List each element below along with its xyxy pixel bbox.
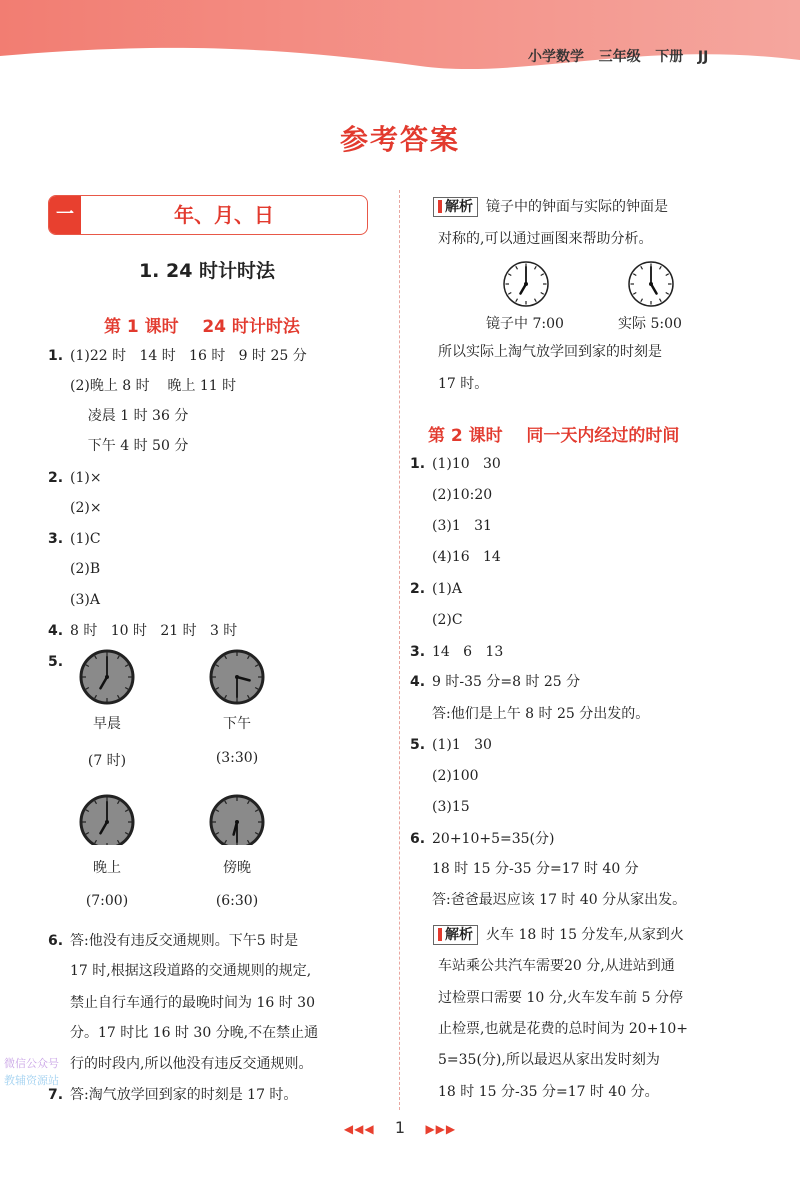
- question-number: 5.: [410, 737, 426, 753]
- left-line: [48, 622, 237, 640]
- clock-icon: [81, 651, 133, 703]
- header-grade: 三年级: [598, 49, 641, 65]
- clock-icon: [629, 262, 673, 306]
- answer-text: (2)10:20: [432, 487, 493, 503]
- right-line: [410, 736, 492, 754]
- analysis-tag: 解析: [433, 925, 478, 945]
- analysis2-line: 5=35(分),所以最迟从家出发时刻为: [438, 1052, 660, 1068]
- answer-text: 14 6 13: [432, 644, 504, 660]
- right-line: [410, 486, 492, 504]
- answer-text: 下午 4 时 50 分: [70, 438, 189, 454]
- page-number: 1: [394, 1118, 406, 1137]
- question-number: 2.: [410, 581, 426, 597]
- header-band: [0, 0, 800, 85]
- analysis1-line1: 镜子中的钟面与实际的钟面是: [486, 199, 668, 215]
- question-number: 6.: [48, 933, 64, 949]
- clock-icon: [211, 796, 263, 845]
- question-number: 3.: [48, 531, 64, 547]
- right-line: [410, 580, 462, 598]
- question-number: 5.: [48, 654, 64, 670]
- clock-value: (3:30): [215, 750, 259, 766]
- question-number: 1.: [48, 348, 64, 364]
- left-line: [48, 530, 101, 548]
- answer-text: 禁止自行车通行的最晚时间为 16 时 30: [70, 995, 315, 1011]
- analysis2-line: 过检票口需要 10 分,火车发车前 5 分停: [438, 990, 683, 1006]
- answer-text: (2)100: [432, 768, 479, 784]
- question-number: 4.: [410, 674, 426, 690]
- left-q6-line: [48, 1024, 318, 1042]
- watermark-line1: 微信公众号: [4, 1057, 59, 1070]
- answer-text: (2)×: [70, 500, 102, 516]
- question-number: 6.: [410, 831, 426, 847]
- clock-label: 傍晚: [223, 860, 251, 876]
- page-title: 参考答案: [339, 123, 460, 156]
- right-line: [410, 673, 580, 691]
- left-q6-line: [48, 1055, 312, 1073]
- answer-text: 8 时 10 时 21 时 3 时: [70, 623, 238, 639]
- clock-value: (6:30): [215, 893, 259, 909]
- answer-text: (1)×: [70, 470, 102, 486]
- left-q6-line: [48, 994, 315, 1012]
- left-q6-line: [48, 962, 311, 980]
- question-number: 7.: [48, 1087, 64, 1103]
- clock-value: (7 时): [87, 753, 127, 769]
- clock-label: 晚上: [93, 860, 121, 876]
- unit-number: 一: [49, 196, 81, 234]
- question-number: 2.: [48, 470, 64, 486]
- answer-text: 17 时,根据这段道路的交通规则的规定,: [70, 963, 312, 979]
- left-line: [48, 499, 102, 517]
- lesson1-title: 第 1 课时 24 时计时法: [104, 317, 300, 337]
- header-edition: JJ: [697, 49, 709, 65]
- unit-header: [48, 195, 368, 235]
- answer-text: (1)1 30: [432, 737, 492, 753]
- left-line: [48, 469, 102, 487]
- clock-label: 下午: [223, 716, 251, 732]
- page-header: [0, 0, 800, 85]
- left-line: [48, 407, 188, 425]
- analysis1-line3: 所以实际上淘气放学回到家的时刻是: [438, 344, 662, 360]
- question-number: 4.: [48, 623, 64, 639]
- watermark-line2: 教辅资源站: [4, 1074, 59, 1087]
- answer-text: (3)15: [432, 799, 470, 815]
- actual-clock-label: 实际 5:00: [618, 316, 682, 332]
- analysis2-line: 止检票,也就是花费的总时间为 20+10+: [438, 1021, 688, 1037]
- answer-text: 答:他们是上午 8 时 25 分出发的。: [432, 706, 650, 722]
- section-title: 1. 24 时计时法: [138, 260, 276, 282]
- right-line: [410, 455, 501, 473]
- analysis2-line1: 火车 18 时 15 分发车,从家到火: [486, 927, 684, 943]
- answer-text: 凌晨 1 时 36 分: [70, 408, 189, 424]
- analysis1-line4: 17 时。: [438, 376, 489, 392]
- left-line: [48, 347, 307, 365]
- q5-clock-group: [60, 645, 310, 845]
- right-line: [410, 830, 554, 848]
- prev-arrows-icon: ◀◀◀: [343, 1122, 375, 1136]
- next-arrows-icon: ▶▶▶: [425, 1122, 457, 1136]
- answer-text: (3)1 31: [432, 518, 492, 534]
- answer-text: (1)22 时 14 时 16 时 9 时 25 分: [70, 348, 307, 364]
- left-line: [48, 437, 188, 455]
- clock-icon: [211, 651, 263, 703]
- question-number: 1.: [410, 456, 426, 472]
- left-line: [48, 591, 100, 609]
- right-line: [410, 798, 470, 816]
- answer-text: 分。17 时比 16 时 30 分晚,不在禁止通: [70, 1025, 319, 1041]
- question-number: 3.: [410, 644, 426, 660]
- answer-text: (4)16 14: [432, 549, 501, 565]
- clock-icon: [81, 796, 133, 845]
- mirror-clocks: [500, 258, 680, 310]
- answer-text: 18 时 15 分-35 分=17 时 40 分: [432, 861, 639, 877]
- right-line: [410, 517, 492, 535]
- analysis2-line: 车站乘公共汽车需要20 分,从进站到通: [438, 958, 675, 974]
- answer-text: (1)A: [432, 581, 462, 597]
- analysis-tag: 解析: [433, 197, 478, 217]
- header-volume: 下册: [655, 49, 684, 65]
- right-line: [410, 611, 463, 629]
- clock-label: 早晨: [93, 716, 121, 732]
- answer-text: (2)C: [432, 612, 463, 628]
- right-line: [410, 705, 649, 723]
- lesson2-title: 第 2 课时 同一天内经过的时间: [428, 426, 680, 446]
- page-footer: [0, 1118, 800, 1137]
- left-line: [48, 377, 236, 395]
- column-divider: [399, 190, 400, 1110]
- answer-text: 行的时段内,所以他没有违反交通规则。: [70, 1056, 313, 1072]
- mirror-clock-label: 镜子中 7:00: [486, 316, 564, 332]
- answer-text: (1)C: [70, 531, 101, 547]
- header-subject: 小学数学: [528, 49, 584, 65]
- header-info: [528, 46, 708, 66]
- left-line: [48, 560, 100, 578]
- clock-value: (7:00): [85, 893, 129, 909]
- left-q6-line: [48, 1086, 297, 1104]
- answer-text: (1)10 30: [432, 456, 501, 472]
- analysis-block-1: [433, 197, 668, 217]
- analysis1-line2: 对称的,可以通过画图来帮助分析。: [438, 231, 653, 247]
- answer-text: (2)B: [70, 561, 101, 577]
- answer-text: 答:淘气放学回到家的时刻是 17 时。: [70, 1087, 298, 1103]
- right-line: [410, 860, 639, 878]
- right-line: [410, 643, 503, 661]
- right-line: [410, 767, 479, 785]
- right-line: [410, 548, 501, 566]
- answer-text: (2)晚上 8 时 晚上 11 时: [70, 378, 237, 394]
- answer-text: (3)A: [70, 592, 100, 608]
- right-line: [410, 891, 686, 909]
- answer-text: 答:他没有违反交通规则。下午5 时是: [70, 933, 299, 949]
- left-q6-line: [48, 932, 298, 950]
- answer-text: 答:爸爸最迟应该 17 时 40 分从家出发。: [432, 892, 687, 908]
- analysis2-line: 18 时 15 分-35 分=17 时 40 分。: [438, 1084, 659, 1100]
- answer-text: 20+10+5=35(分): [432, 831, 555, 847]
- clock-icon: [504, 262, 548, 306]
- answer-text: 9 时-35 分=8 时 25 分: [432, 674, 581, 690]
- analysis-block-2: [433, 925, 684, 945]
- unit-title: 年、月、日: [174, 203, 274, 227]
